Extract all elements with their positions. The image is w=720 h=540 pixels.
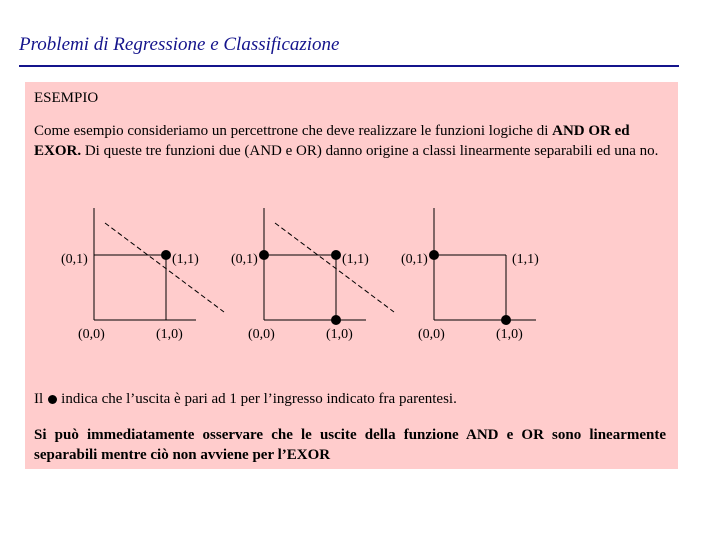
- dot-icon: [48, 395, 57, 404]
- conclusion-paragraph: Si può immediatamente osservare che le uscite della funzione AND e OR sono linearmente separabili mentre ciò non avviene per l’EXOR: [34, 427, 666, 463]
- note-prefix: Il: [34, 391, 44, 407]
- intro-text-2: Di queste tre funzioni due (AND e OR) danno origine a classi linearmente separabili ed una no.: [81, 143, 659, 159]
- intro-text-1: Come esempio consideriamo un percettrone che deve realizzare le funzioni logiche di: [34, 123, 553, 139]
- or-point-11: [331, 250, 341, 260]
- and-label-10: (1,0): [156, 327, 183, 342]
- exor-point-10: [501, 315, 511, 325]
- and-label-01: (0,1): [61, 252, 88, 267]
- exor-label-11: (1,1): [512, 252, 539, 267]
- or-separator-line: [275, 223, 394, 312]
- or-point-10: [331, 315, 341, 325]
- or-point-01: [259, 250, 269, 260]
- or-label-11: (1,1): [342, 252, 369, 267]
- intro-bold: AND OR ed EXOR.: [34, 123, 630, 159]
- or-label-10: (1,0): [326, 327, 353, 342]
- exor-point-01: [429, 250, 439, 260]
- exor-label-10: (1,0): [496, 327, 523, 342]
- and-point-11: [161, 250, 171, 260]
- and-separator-line: [105, 223, 224, 312]
- or-label-01: (0,1): [231, 252, 258, 267]
- and-label-00: (0,0): [78, 327, 105, 342]
- exor-label-00: (0,0): [418, 327, 445, 342]
- or-label-00: (0,0): [248, 327, 275, 342]
- legend-note: [34, 391, 457, 408]
- note-text: indica che l’uscita è pari ad 1 per l’ingresso indicato fra parentesi.: [61, 391, 457, 407]
- example-heading: ESEMPIO: [34, 90, 99, 106]
- exor-label-01: (0,1): [401, 252, 428, 267]
- and-label-11: (1,1): [172, 252, 199, 267]
- slide-title: Problemi di Regressione e Classificazione: [19, 34, 340, 55]
